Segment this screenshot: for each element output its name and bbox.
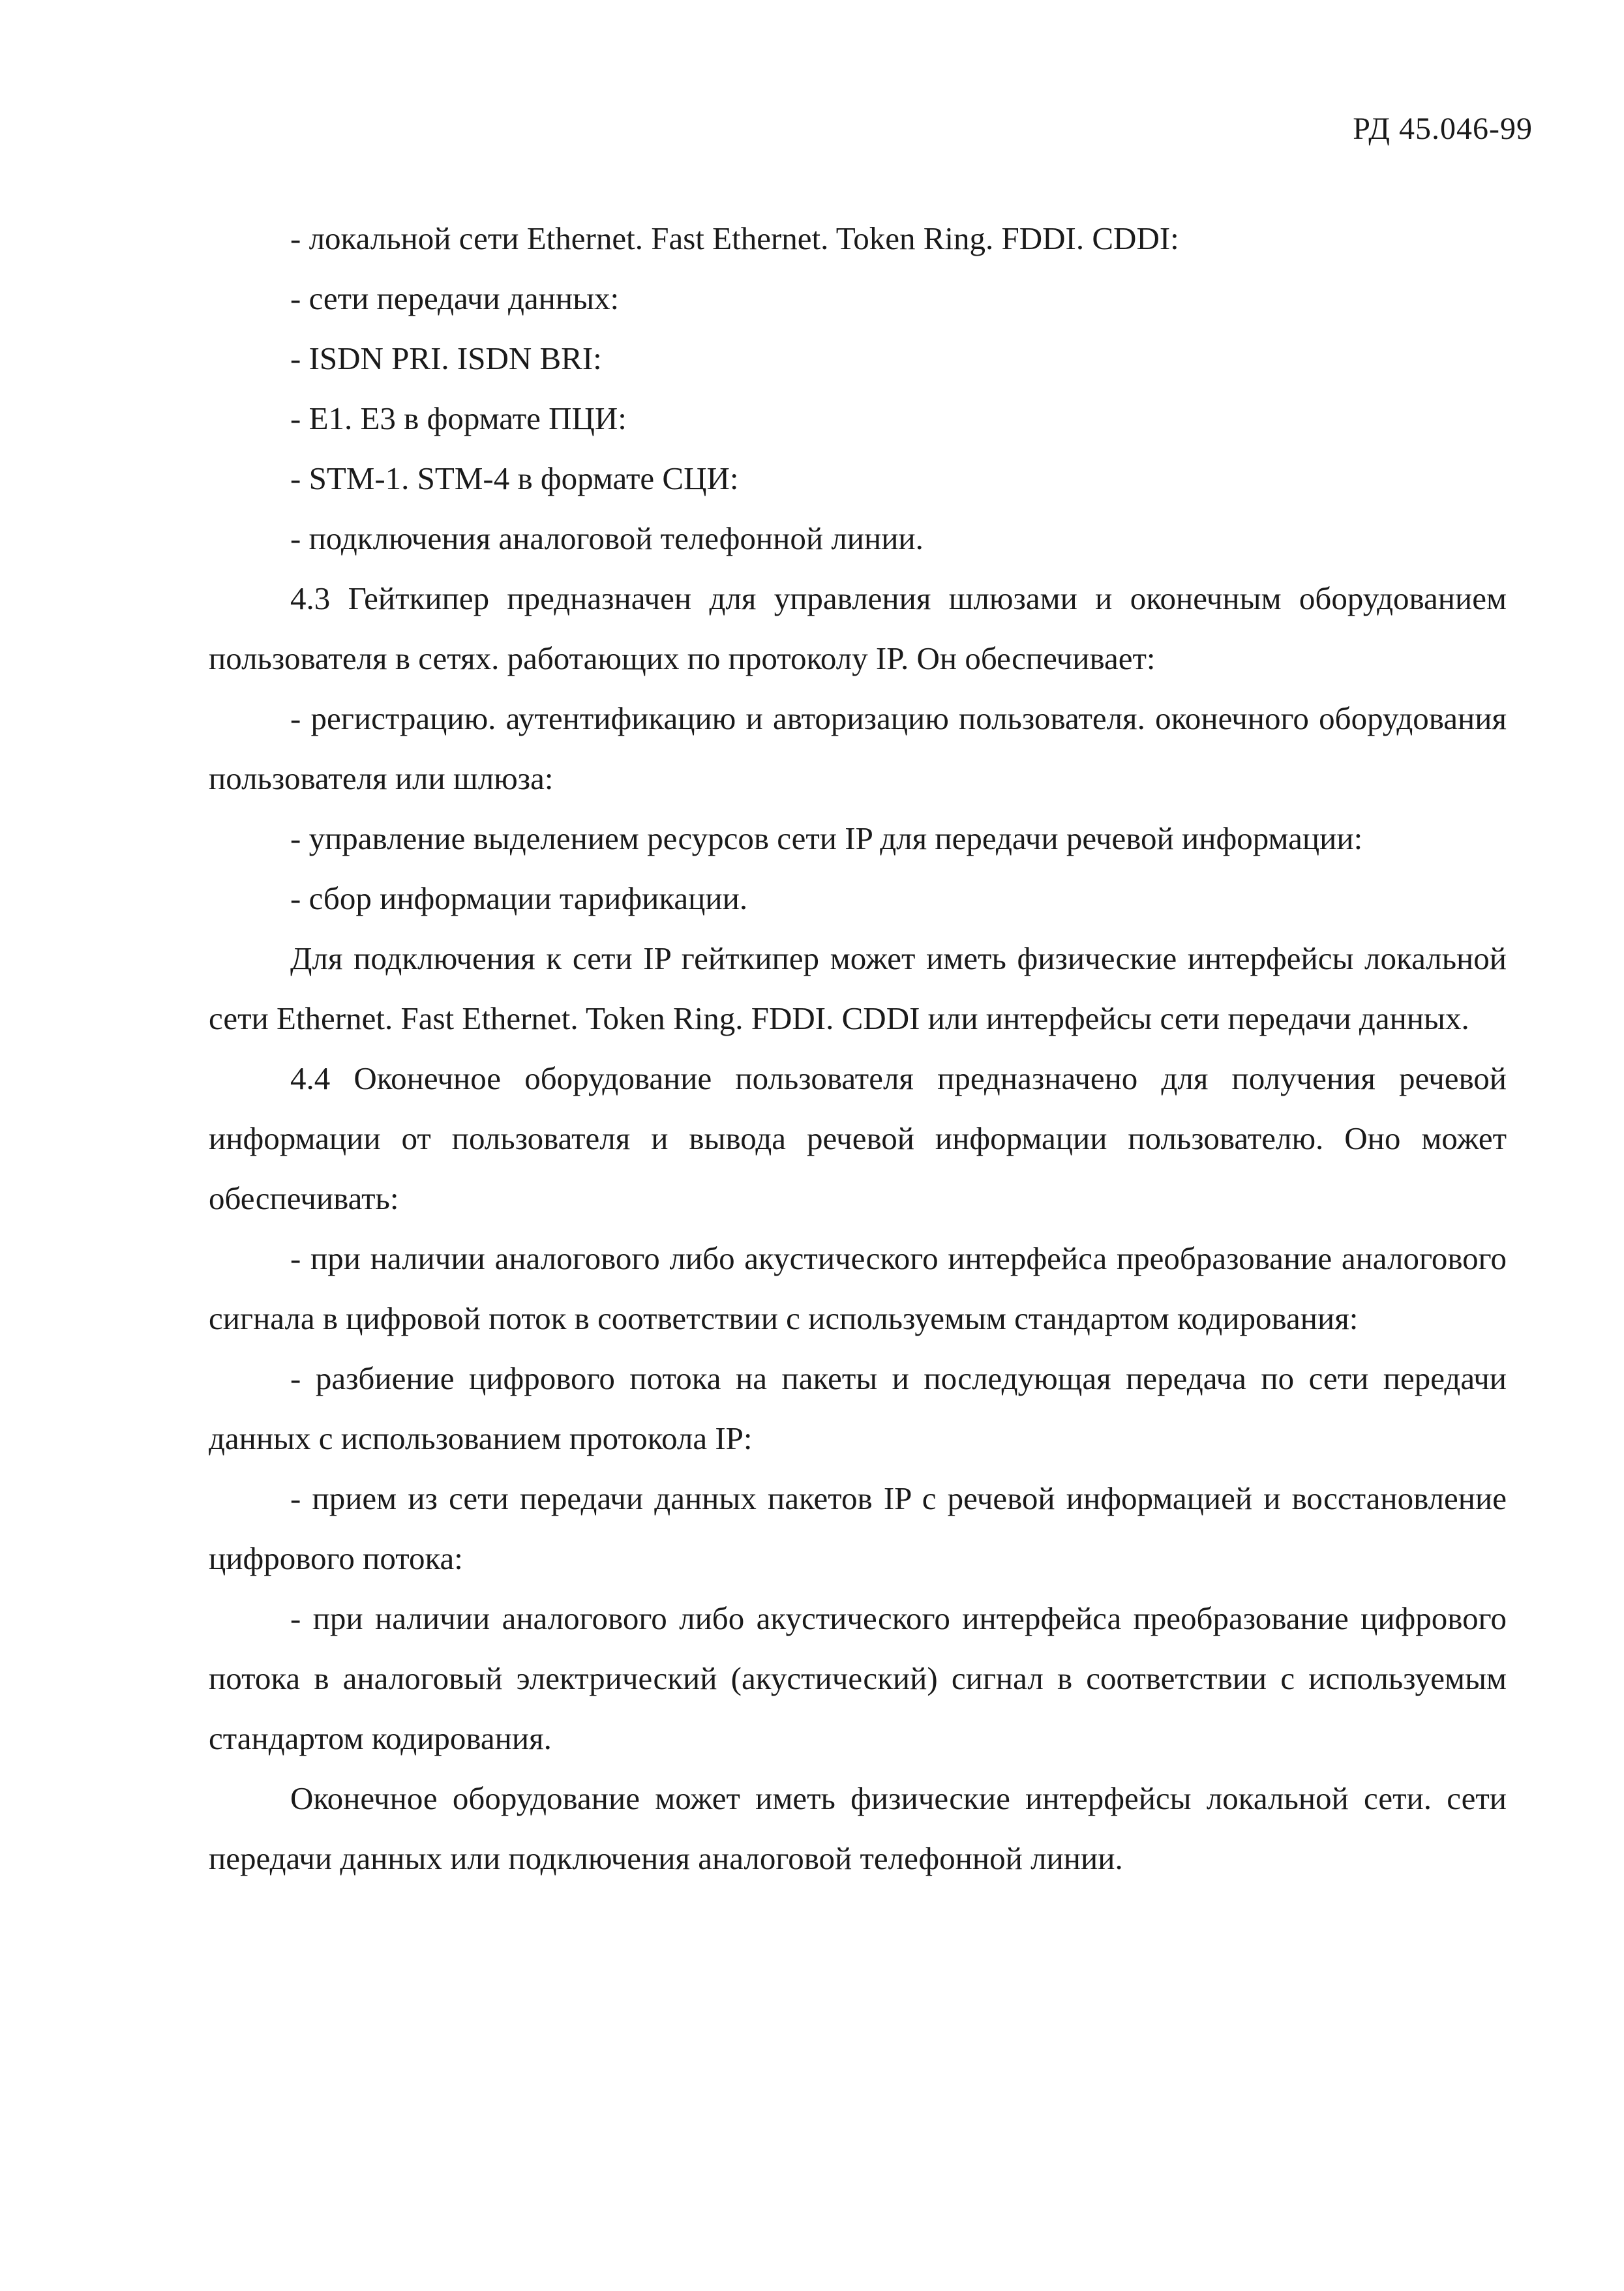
list-item: - ISDN PRI. ISDN BRI: [290, 340, 602, 376]
list-item: - при наличии аналогового либо акустического интерфейса преобразование аналогового сигнала в цифровой поток в соответствии с используемым стандартом кодирования: [209, 1240, 1507, 1336]
list-item: - прием из сети передачи данных пакетов IP с речевой информацией и восстановление цифрового потока: [209, 1480, 1507, 1576]
document-body [209, 209, 1507, 1889]
list-item: - локальной сети Ethernet. Fast Ethernet. Token Ring. FDDI. CDDI: [290, 220, 1179, 256]
list-item: - подключения аналоговой телефонной линии. [290, 520, 924, 556]
list-item: - регистрацию. аутентификацию и авторизацию пользователя. оконечного оборудования пользователя или шлюза: [209, 700, 1507, 796]
list-item: - сети передачи данных: [290, 280, 620, 316]
section-4-3-closing: Для подключения к сети IP гейткипер может иметь физические интерфейсы локальной сети Ethernet. Fast Ethernet. Token Ring. FDDI. CDDI или интерфейсы сети передачи данных. [209, 940, 1507, 1036]
section-4-3-intro: 4.3 Гейткипер предназначен для управления шлюзами и оконечным оборудованием пользователя в сетях. работающих по протоколу IP. Он обеспечивает: [209, 580, 1507, 676]
list-item: - E1. E3 в формате ПЦИ: [290, 400, 627, 436]
list-item: - STM-1. STM-4 в формате СЦИ: [290, 460, 739, 496]
list-item: - управление выделением ресурсов сети IP для передачи речевой информации: [290, 820, 1363, 856]
section-4-4-intro: 4.4 Оконечное оборудование пользователя предназначено для получения речевой информации от пользователя и вывода речевой информации пользователю. Оно может обеспечивать: [209, 1060, 1507, 1216]
list-item: - при наличии аналогового либо акустического интерфейса преобразование цифрового потока в аналоговый электрический (акустический) сигнал в соответствии с используемым стандартом кодирования. [209, 1600, 1507, 1756]
section-4-4-closing: Оконечное оборудование может иметь физические интерфейсы локальной сети. сети передачи данных или подключения аналоговой телефонной линии. [209, 1780, 1507, 1876]
document-code: РД 45.046-99 [1353, 112, 1533, 146]
list-item: - разбиение цифрового потока на пакеты и последующая передача по сети передачи данных с использованием протокола IP: [209, 1360, 1507, 1456]
list-item: - сбор информации тарификации. [290, 880, 748, 916]
